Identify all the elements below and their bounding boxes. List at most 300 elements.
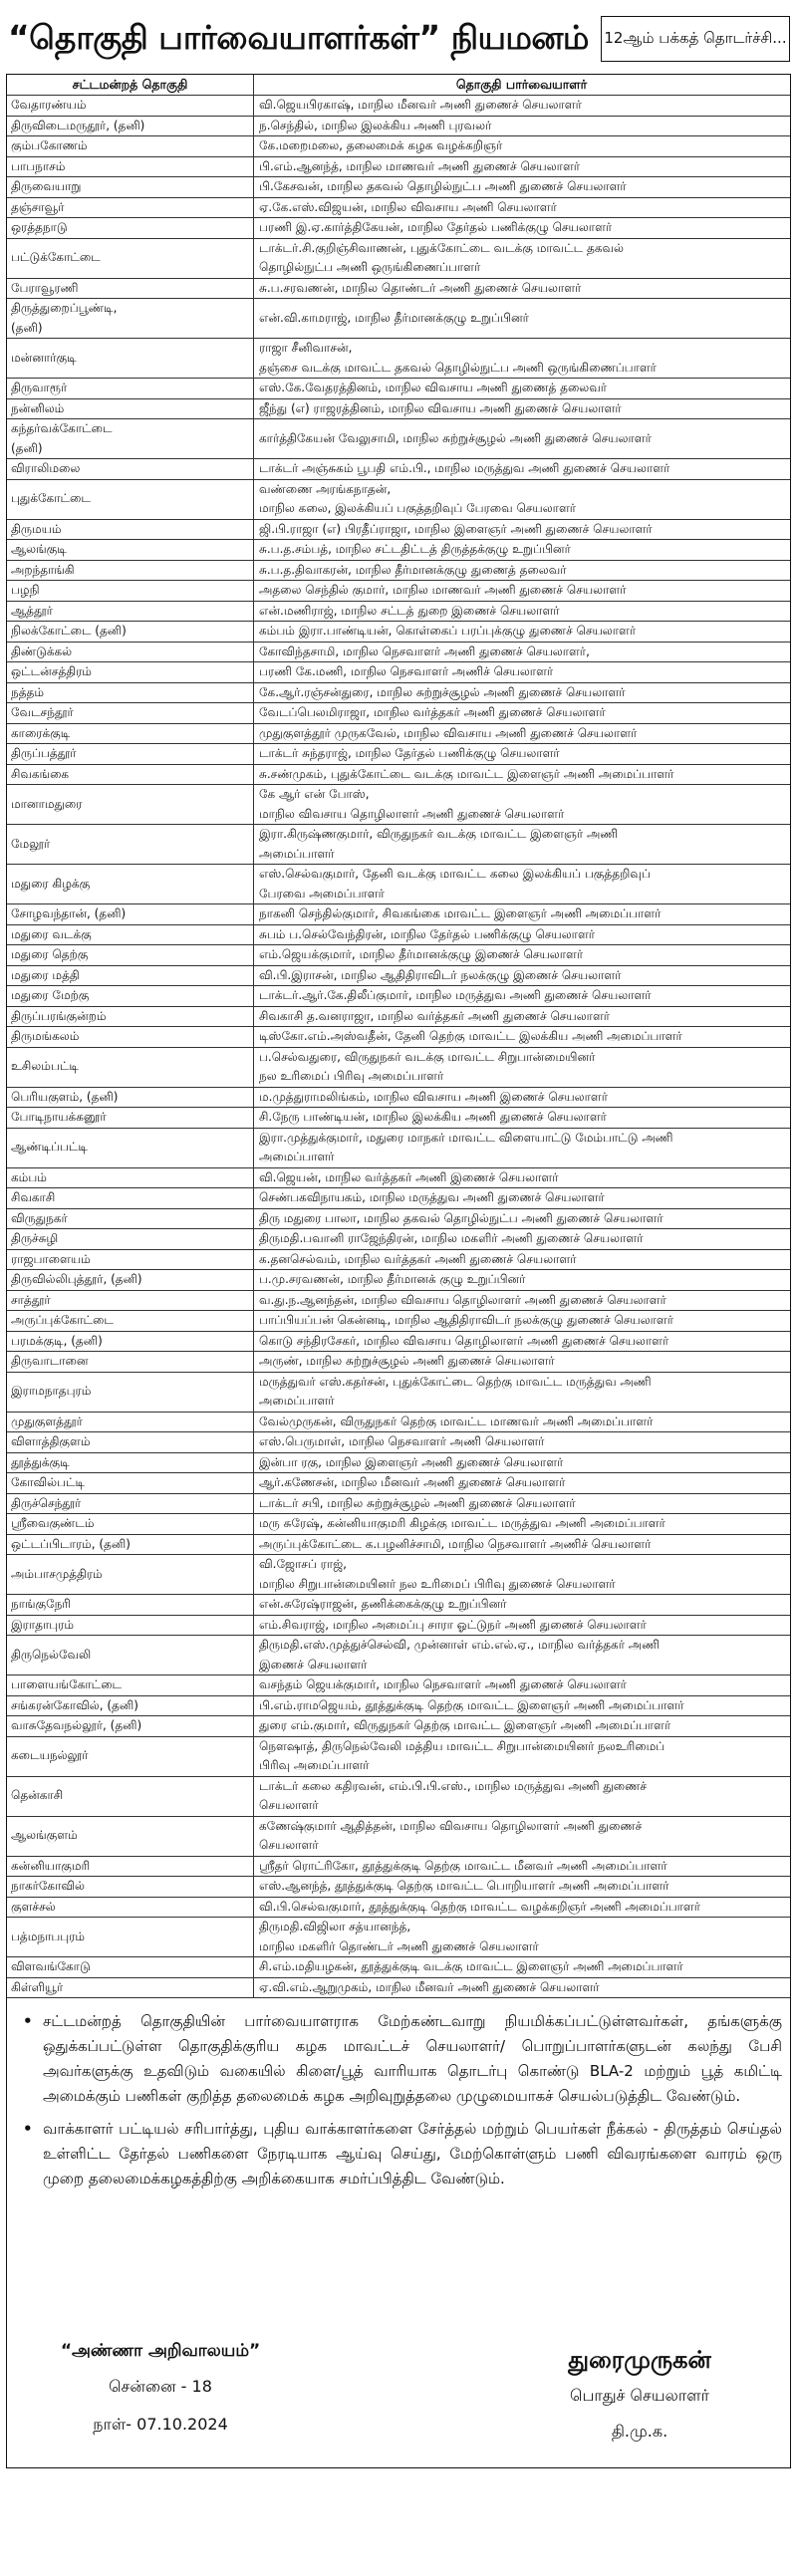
table-row xyxy=(7,1311,790,1332)
constituency-cell xyxy=(7,218,254,238)
party-name: தி.மு.க. xyxy=(611,2422,668,2441)
table-row xyxy=(7,419,790,459)
observer-cell xyxy=(254,1514,789,1534)
observer-cell xyxy=(254,1737,789,1776)
constituency-name: திருமங்கலம் xyxy=(11,1029,80,1043)
table-row xyxy=(7,865,790,904)
observer-cell xyxy=(254,1918,789,1956)
constituency-cell xyxy=(7,703,254,723)
constituency-cell xyxy=(7,744,254,764)
constituency-cell xyxy=(7,581,254,601)
constituency-cell xyxy=(7,724,254,744)
constituency-name: மதுரை தெற்கு xyxy=(11,947,89,961)
observer-cell xyxy=(254,1270,789,1290)
constituency-cell xyxy=(7,1857,254,1877)
observer-cell xyxy=(254,339,789,378)
office-name: “அண்ணா அறிவாலயம்” xyxy=(60,2341,261,2361)
constituency-name: திருவாடானை xyxy=(11,1354,89,1368)
observer-details: சிவகாசி த.வனராஜா, மாநில வர்த்தகர் அணி துணைச் செயலாளர் xyxy=(259,1008,611,1023)
observer-details: என்.சுரேஷ்ராஜன், தணிக்கைக்குழு உறுப்பினர் xyxy=(259,1597,507,1611)
observer-details: அதலை செந்தில் குமார், மாநில மாணவர் அணி துணைச் செயலாளர் xyxy=(259,583,627,597)
observer-details: கே.மறைமலை, தலைமைக் கழக வழக்கறிஞர் xyxy=(259,138,503,152)
observer-details: நாகனி செந்தில்குமார், சிவகங்கை மாவட்ட இளைஞர் அணி அமைப்பாளர் xyxy=(259,906,662,920)
table-row xyxy=(7,198,790,219)
table-row xyxy=(7,1957,790,1978)
table-row xyxy=(7,1229,790,1250)
observer-cell xyxy=(254,785,789,824)
observer-cell xyxy=(254,1857,789,1877)
page-title: “தொகுதி பார்வையாளர்கள்” நியமனம் xyxy=(8,18,589,57)
observer-details: என்.மணிராஜ், மாநில சட்டத் துறை இணைச் செயலாளர் xyxy=(259,603,560,618)
constituency-name: பேராவூரணி xyxy=(11,280,79,295)
constituency-name: ஆலங்குடி xyxy=(11,542,67,556)
constituency-name: சாத்தூர் xyxy=(11,1292,51,1307)
constituency-cell xyxy=(7,1332,254,1352)
observer-details: கார்த்திகேயன் வேலுசாமி, மாநில சுற்றுச்சூழல் அணி துணைச் செயலாளர் xyxy=(259,430,652,445)
observer-cell xyxy=(254,157,789,177)
observer-cell xyxy=(254,117,789,136)
table-row xyxy=(7,1636,790,1675)
table-row xyxy=(7,1432,790,1453)
observer-details: ஆர்.கணேசன், மாநில மீனவர் அணி துணைச் செயலாளர் xyxy=(259,1475,566,1489)
table-row xyxy=(7,825,790,865)
constituency-name: பழநி xyxy=(11,583,40,597)
observer-details: ஏ.வி.எம்.ஆறுமுகம், மாநில மீனவர் அணி துணைச் செயலாளர் xyxy=(259,1979,600,1994)
observer-cell xyxy=(254,643,789,662)
observer-details: என்.வி.காமராஜ், மாநில தீர்மானக்குழு உறுப்பினர் xyxy=(259,310,529,325)
observer-cell xyxy=(254,945,789,965)
constituency-cell xyxy=(7,177,254,197)
constituency-name: விராலிமலை xyxy=(11,461,81,475)
constituency-cell xyxy=(7,1675,254,1695)
observer-details: ந.செந்தில், மாநில இலக்கிய அணி புரவலர் xyxy=(259,118,492,132)
table-row xyxy=(7,662,790,683)
constituency-name: ஒட்டப்பிடாரம், (தனி) xyxy=(11,1536,131,1551)
table-row xyxy=(7,1817,790,1857)
observer-details: திருமதி.விஜிலா சத்யானந்த், மாநில மகளிர் தொண்டர் அணி துணைச் செயலாளர் xyxy=(259,1920,539,1953)
observer-details: கொடு சந்திரசேகர், மாநில விவசாய தொழிலாளர் அணி துணைச் செயலாளர் xyxy=(259,1333,669,1348)
table-row xyxy=(7,925,790,946)
observer-cell xyxy=(254,480,789,519)
observer-details: சி.எம்.மதியழகன், தூத்துக்குடி வடக்கு மாவட்ட இளைஞர் அணி அமைப்பாளர் xyxy=(259,1959,683,1973)
footer-signature xyxy=(525,2342,754,2449)
observer-cell xyxy=(254,1535,789,1555)
observer-details: சுபம் ப.செல்வேந்திரன், மாநில தேர்தல் பணிக்குழு செயலாளர் xyxy=(259,926,596,941)
table-header-row xyxy=(7,75,790,96)
observer-details: செண்பகவிநாயகம், மாநில மருத்துவ அணி துணைச் செயலாளர் xyxy=(259,1190,605,1204)
constituency-name: திருவில்லிபுத்தூர், (தனி) xyxy=(11,1272,142,1286)
footer-address xyxy=(31,2334,290,2444)
observer-cell xyxy=(254,1616,789,1636)
table-row xyxy=(7,520,790,541)
observer-cell xyxy=(254,1957,789,1977)
constituency-cell xyxy=(7,419,254,458)
constituency-name: திருவாரூர் xyxy=(11,381,68,394)
constituency-cell xyxy=(7,117,254,136)
table-row xyxy=(7,379,790,399)
signatory-name: துரைமுருகன் xyxy=(568,2346,711,2374)
constituency-name: புதுக்கோட்டை xyxy=(11,491,91,506)
constituency-name: திருப்பரங்குன்றம் xyxy=(11,1008,107,1023)
constituency-name: மதுரை கிழக்கு xyxy=(11,876,91,891)
constituency-name: பட்டுக்கோட்டை xyxy=(11,250,101,265)
constituency-cell xyxy=(7,1737,254,1776)
table-row xyxy=(7,1716,790,1737)
observer-cell xyxy=(254,986,789,1006)
constituency-name: திருநெல்வேலி xyxy=(11,1647,92,1662)
table-row xyxy=(7,1877,790,1898)
constituency-cell xyxy=(7,459,254,479)
constituency-name: திருச்செந்தூர் xyxy=(11,1495,82,1510)
table-row xyxy=(7,1088,790,1109)
observer-details: ஏ.கே.எஸ்.விஜயன், மாநில விவசாய அணி செயலாளர் xyxy=(259,199,557,214)
table-row xyxy=(7,1007,790,1028)
header-cell-constituency xyxy=(7,75,254,95)
observer-details: பி.எம்.ஆனந்த், மாநில மாணவர் அணி துணைச் செயலாளர் xyxy=(259,158,581,173)
table-row xyxy=(7,1168,790,1189)
constituency-name: மதுரை மேற்கு xyxy=(11,988,90,1002)
table-row xyxy=(7,239,790,279)
continuation-box: 12ஆம் பக்கத் தொடர்ச்சி... xyxy=(601,16,790,62)
constituency-cell xyxy=(7,1413,254,1432)
constituency-cell xyxy=(7,1373,254,1412)
constituency-name: ஒரத்தநாடு xyxy=(11,220,68,234)
observer-cell xyxy=(254,1675,789,1695)
observer-details: பி.எம்.ராமஜெயம், தூத்துக்குடி தெற்கு மாவட்ட இளைஞர் அணி அமைப்பாளர் xyxy=(259,1697,684,1712)
observer-details: டாக்டர் சபி, மாநில சுற்றுச்சூழல் அணி துணைச் செயலாளர் xyxy=(259,1495,576,1510)
constituency-cell xyxy=(7,1209,254,1229)
observer-details: துரை எம்.குமார், விருதுநகர் தெற்கு மாவட்ட இளைஞர் அணி அமைப்பாளர் xyxy=(259,1718,671,1732)
constituency-name: சங்கரன்கோவில், (தனி) xyxy=(11,1697,138,1712)
observer-cell xyxy=(254,1108,789,1128)
table-row xyxy=(7,1453,790,1474)
observer-details: ஜீந்து (எ) ராஜரத்தினம், மாநில விவசாய அணி துணைச் செயலாளர் xyxy=(259,400,622,415)
constituency-cell xyxy=(7,966,254,986)
instructions xyxy=(15,2009,782,2199)
constituency-cell xyxy=(7,1473,254,1493)
table-row xyxy=(7,1209,790,1230)
title-bar xyxy=(8,6,790,70)
constituency-cell xyxy=(7,1817,254,1856)
constituency-cell xyxy=(7,1696,254,1716)
constituency-name: ஆலங்குளம் xyxy=(11,1828,78,1843)
table-row xyxy=(7,744,790,765)
observer-cell xyxy=(254,1129,789,1167)
observer-cell xyxy=(254,1088,789,1108)
observer-cell xyxy=(254,765,789,785)
observer-details: டாக்டர்.சி.குறிஞ்சிவாணன், புதுக்கோட்டை வடக்கு மாவட்ட தகவல் தொழில்நுட்ப அணி ஒருங்கிணைப்பாளர் xyxy=(259,240,624,274)
table-row xyxy=(7,986,790,1007)
table-row xyxy=(7,1373,790,1413)
observer-details: கோவிந்தசாமி, மாநில நெசவாளர் அணி துணைச் செயலாளர், xyxy=(259,644,590,658)
observer-cell xyxy=(254,419,789,458)
observer-cell xyxy=(254,1027,789,1047)
observer-details: சு.ப.த.திவாகரன், மாநில தீர்மானக்குழு துணைத் தலைவர் xyxy=(259,562,567,577)
constituency-cell xyxy=(7,904,254,924)
observer-cell xyxy=(254,1007,789,1027)
constituency-name: சோழவந்தான், (தனி) xyxy=(11,906,127,920)
constituency-cell xyxy=(7,1432,254,1452)
table-row xyxy=(7,1696,790,1717)
observer-cell xyxy=(254,581,789,601)
constituency-cell xyxy=(7,1716,254,1736)
observer-details: நௌஷாத், திருநெல்வேலி மத்திய மாவட்ட சிறுபான்மையினர் நலஉரிமைப் பிரிவு அமைப்பாளர் xyxy=(259,1738,665,1772)
table-row xyxy=(7,765,790,786)
constituency-name: மேலூர் xyxy=(11,836,51,851)
constituency-cell xyxy=(7,1898,254,1918)
constituency-name: மானாமதுரை xyxy=(11,796,83,811)
constituency-name: அறந்தாங்கி xyxy=(11,562,75,577)
constituency-name: ஆத்தூர் xyxy=(11,603,53,618)
observer-cell xyxy=(254,1595,789,1615)
constituency-name: கிள்ளியூர் xyxy=(11,1979,64,1994)
constituency-cell xyxy=(7,602,254,622)
observer-details: முதுகுளத்தூர் முருகவேல், மாநில விவசாய அணி துணைச் செயலாளர் xyxy=(259,725,638,740)
observer-cell xyxy=(254,1168,789,1188)
observer-details: சு.ப.த.சம்பத், மாநில சட்டதிட்டத் திருத்தக்குழு உறுப்பினர் xyxy=(259,542,571,556)
observer-details: சி.நேரு பாண்டியன், மாநில இலக்கிய அணி துணைச் செயலாளர் xyxy=(259,1110,607,1124)
observer-details: வேடப்பெலமிராஜா, மாநில வர்த்தகர் அணி துணைச் செயலாளர் xyxy=(259,705,606,719)
constituency-name: இராதாபுரம் xyxy=(11,1617,75,1632)
table-row xyxy=(7,96,790,117)
observer-cell xyxy=(254,966,789,986)
observer-details: டாக்டர் கலை கதிரவன், எம்.பி.பி.எஸ்., மாநில மருத்துவ அணி துணைச் செயலாளர் xyxy=(259,1778,648,1812)
observer-details: இரா.கிருஷ்ணகுமார், விருதுநகர் வடக்கு மாவட்ட இளைஞர் அணி அமைப்பாளர் xyxy=(259,827,619,861)
constituency-name: நிலக்கோட்டை (தனி) xyxy=(11,624,127,638)
table-row xyxy=(7,1595,790,1616)
observer-details: ஸ்ரீதர் ரொட்ரிகோ, தூத்துக்குடி தெற்கு மாவட்ட மீனவர் அணி அமைப்பாளர் xyxy=(259,1858,667,1873)
constituency-name: நன்னிலம் xyxy=(11,400,65,415)
constituency-cell xyxy=(7,945,254,965)
constituency-cell xyxy=(7,1250,254,1270)
table-row xyxy=(7,1473,790,1494)
observer-cell xyxy=(254,662,789,682)
constituency-cell xyxy=(7,1616,254,1636)
observer-details: வேல்முருகன், விருதுநகர் தெற்கு மாவட்ட மாணவர் அணி அமைப்பாளர் xyxy=(259,1414,654,1428)
observer-details: மருத்துவர் எஸ்.கதர்சன், புதுக்கோட்டை தெற்கு மாவட்ட மருத்துவ அணி அமைப்பாளர் xyxy=(259,1374,652,1408)
observer-details: பாப்பியப்பன் கென்னடி, மாநில ஆதிதிராவிடர் நலக்குழு துணைச் செயலாளர் xyxy=(259,1313,674,1327)
observer-cell xyxy=(254,1636,789,1674)
constituency-name: திண்டுக்கல் xyxy=(11,644,73,658)
observer-details: கணேஷ்குமார் ஆதித்தன், மாநில விவசாய தொழிலாளர் அணி துணைச் செயலாளர் xyxy=(259,1818,643,1852)
observer-details: ப.செல்வதுரை, விருதுநகர் வடக்கு மாவட்ட சிறுபான்மையினர் நல உரிமைப் பிரிவு அமைப்பாளர் xyxy=(259,1049,596,1083)
column-header-observer: தொகுதி பார்வையாளர் xyxy=(455,77,588,92)
observer-details: கே ஆர் என் போஸ், மாநில விவசாய தொழிலாளர் அணி துணைச் செயலாளர் xyxy=(259,787,565,821)
observer-details: வ.து.ந.ஆனந்தன், மாநில விவசாய தொழிலாளர் அணி துணைச் செயலாளர் xyxy=(259,1292,666,1307)
observer-cell xyxy=(254,177,789,197)
observer-cell xyxy=(254,904,789,924)
constituency-cell xyxy=(7,157,254,177)
observer-cell xyxy=(254,540,789,560)
constituency-cell xyxy=(7,1352,254,1372)
constituency-name: பரமக்குடி, (தனி) xyxy=(11,1333,103,1348)
constituency-cell xyxy=(7,379,254,398)
constituency-cell xyxy=(7,239,254,278)
constituency-name: அம்பாசமுத்திரம் xyxy=(11,1566,103,1581)
table-row xyxy=(7,339,790,379)
table-row xyxy=(7,480,790,520)
observer-cell xyxy=(254,279,789,299)
constituency-cell xyxy=(7,1978,254,1998)
observer-table xyxy=(7,75,790,1998)
constituency-name: ஆண்டிப்பட்டி xyxy=(11,1140,88,1155)
table-row xyxy=(7,1616,790,1637)
signatory-designation: பொதுச் செயலாளர் xyxy=(569,2386,709,2405)
constituency-name: இராமநாதபுரம் xyxy=(11,1384,92,1399)
table-row xyxy=(7,683,790,704)
observer-cell xyxy=(254,1494,789,1514)
table-row xyxy=(7,1898,790,1919)
table-row xyxy=(7,399,790,420)
table-row xyxy=(7,1555,790,1595)
table-row xyxy=(7,157,790,178)
constituency-cell xyxy=(7,1595,254,1615)
constituency-name: ராஜபாளையம் xyxy=(11,1251,91,1266)
constituency-name: கம்பம் xyxy=(11,1169,47,1184)
constituency-name: நாகர்கோவில் xyxy=(11,1879,85,1893)
instruction-note: • வாக்காளர் பட்டியல் சரிபார்த்து, புதிய வாக்காளர்களை சேர்த்தல் மற்றும் பெயர்கள் நீக்கல் - திருத்தம் செய்தல் உள்ளிட்ட தேர்தல் பணிகளை நேரடியாக ஆய்வு செய்து, மேற்கொள்ளும் பணி விவரங்களை வாரம் ஒரு முறை தலைமைக்கழகத்திற்கு அறிக்கையாக சமர்ப்பித்திட வேண்டும். xyxy=(15,2117,782,2191)
observer-cell xyxy=(254,925,789,945)
observer-details: சு.சண்முகம், புதுக்கோட்டை வடக்கு மாவட்ட இளைஞர் அணி அமைப்பாளர் xyxy=(259,766,674,781)
constituency-name: திருவையாறு xyxy=(11,179,82,193)
constituency-name: பாளையங்கோட்டை xyxy=(11,1677,123,1691)
observer-details: கே.ஆர்.ரஞ்சன்துரை, மாநில சுற்றுச்சூழல் அணி துணைச் செயலாளர் xyxy=(259,684,626,699)
constituency-cell xyxy=(7,1027,254,1047)
constituency-cell xyxy=(7,1129,254,1167)
table-row xyxy=(7,279,790,300)
observer-cell xyxy=(254,1777,789,1816)
table-row xyxy=(7,724,790,745)
constituency-cell xyxy=(7,1957,254,1977)
constituency-name: மன்னார்குடி xyxy=(11,350,77,365)
table-row xyxy=(7,1352,790,1373)
observer-details: ப.மு.சரவணன், மாநில தீர்மானக் குழு உறுப்பினர் xyxy=(259,1272,526,1286)
constituency-name: கடையநல்லூர் xyxy=(11,1748,89,1763)
table-row xyxy=(7,218,790,239)
constituency-cell xyxy=(7,1877,254,1897)
constituency-name: அருப்புக்கோட்டை xyxy=(11,1313,114,1327)
observer-cell xyxy=(254,683,789,703)
table-row xyxy=(7,643,790,663)
observer-cell xyxy=(254,1817,789,1856)
constituency-cell xyxy=(7,825,254,864)
observer-cell xyxy=(254,520,789,540)
table-row xyxy=(7,1777,790,1817)
observer-details: டாக்டர்.ஆர்.கே.திலீப்குமார், மாநில மருத்துவ அணி துணைச் செயலாளர் xyxy=(259,988,652,1002)
observer-details: வி.பி.இராசன், மாநில ஆதிதிராவிடர் நலக்குழு இணைச் செயலாளர் xyxy=(259,967,622,982)
observer-cell xyxy=(254,622,789,642)
constituency-name: திருப்பத்தூர் xyxy=(11,746,77,760)
observer-cell xyxy=(254,379,789,398)
constituency-name: சிவகாசி xyxy=(11,1190,56,1204)
constituency-name: கோவில்பட்டி xyxy=(11,1475,86,1489)
constituency-cell xyxy=(7,480,254,519)
observer-details: க.தனசெல்வம், மாநில வர்த்தகர் அணி துணைச் செயலாளர் xyxy=(259,1251,577,1266)
observer-cell xyxy=(254,1696,789,1716)
constituency-cell xyxy=(7,1048,254,1087)
constituency-name: திருச்சுழி xyxy=(11,1231,59,1245)
constituency-cell xyxy=(7,865,254,903)
constituency-name: மதுரை வடக்கு xyxy=(11,926,92,941)
constituency-name: விருதுநகர் xyxy=(11,1210,68,1225)
constituency-cell xyxy=(7,1535,254,1555)
constituency-cell xyxy=(7,1494,254,1514)
observer-cell xyxy=(254,602,789,622)
constituency-name: விளவங்கோடு xyxy=(11,1959,91,1973)
observer-cell xyxy=(254,561,789,581)
observer-details: திருமதி.பவானி ராஜேந்திரன், மாநில மகளிர் அணி துணைச் செயலாளர் xyxy=(259,1231,644,1245)
header-cell-observer xyxy=(254,75,789,95)
constituency-name: திருமயம் xyxy=(11,521,62,536)
observer-details: எஸ்.செல்வகுமார், தேனி வடக்கு மாவட்ட கலை இலக்கியப் பகுத்தறிவுப் பேரவை அமைப்பாளர் xyxy=(259,867,651,901)
constituency-name: கன்னியாகுமரி xyxy=(11,1858,91,1873)
observer-details: ம.முத்துராமலிங்கம், மாநில விவசாய அணி இணைச் செயலாளர் xyxy=(259,1089,608,1104)
table-row xyxy=(7,1535,790,1556)
observer-cell xyxy=(254,299,789,338)
observer-details: எஸ்.கே.வேதரத்தினம், மாநில விவசாய அணி துணைத் தலைவர் xyxy=(259,381,608,394)
constituency-name: உசிலம்பட்டி xyxy=(11,1059,79,1074)
table-row xyxy=(7,622,790,643)
observer-cell xyxy=(254,1311,789,1331)
constituency-name: வேடசந்தூர் xyxy=(11,705,74,719)
table-row xyxy=(7,1188,790,1209)
constituency-name: வேதாரண்யம் xyxy=(11,98,87,112)
table-row xyxy=(7,117,790,137)
observer-cell xyxy=(254,198,789,218)
column-header-constituency: சட்டமன்றத் தொகுதி xyxy=(72,77,188,92)
constituency-cell xyxy=(7,299,254,338)
observer-details: டிஸ்கோ.எம்.அஸ்வதீன், தேனி தெற்கு மாவட்ட இலக்கிய அணி அமைப்பாளர் xyxy=(259,1029,682,1043)
observer-details: எம்.ஜெயக்குமார், மாநில தீர்மானக்குழு இணைச் செயலாளர் xyxy=(259,947,584,961)
observer-cell xyxy=(254,1413,789,1432)
observer-cell xyxy=(254,825,789,864)
constituency-name: விளாத்திகுளம் xyxy=(11,1434,91,1448)
table-row xyxy=(7,1129,790,1168)
observer-details: இன்பா ரகு, மாநில இளைஞர் அணி துணைச் செயலாளர் xyxy=(259,1454,564,1469)
observer-cell xyxy=(254,96,789,116)
constituency-name: வாசுதேவநல்லூர், (தனி) xyxy=(11,1718,142,1732)
constituency-name: ஒட்டன்சத்திரம் xyxy=(11,664,92,678)
table-row xyxy=(7,904,790,925)
observer-cell xyxy=(254,1473,789,1493)
table-row xyxy=(7,1978,790,1999)
constituency-cell xyxy=(7,925,254,945)
table-row xyxy=(7,1108,790,1129)
constituency-cell xyxy=(7,683,254,703)
constituency-name: மதுரை மத்தி xyxy=(11,967,80,982)
constituency-cell xyxy=(7,1168,254,1188)
observer-cell xyxy=(254,865,789,903)
constituency-name: நாங்குநேரி xyxy=(11,1597,71,1611)
observer-cell xyxy=(254,399,789,419)
constituency-cell xyxy=(7,1636,254,1674)
table-row xyxy=(7,1857,790,1878)
observer-details: இரா.முத்துக்குமார், மதுரை மாநகர் மாவட்ட விளையாட்டு மேம்பாட்டு அணி அமைப்பாளர் xyxy=(259,1130,673,1163)
constituency-name: கும்பகோணம் xyxy=(11,138,88,152)
observer-details: திரு மதுரை பாலா, மாநில தகவல் தொழில்நுட்ப அணி துணைச் செயலாளர் xyxy=(259,1210,664,1225)
constituency-cell xyxy=(7,1918,254,1956)
constituency-name: தென்காசி xyxy=(11,1788,64,1803)
constituency-cell xyxy=(7,1311,254,1331)
table-row xyxy=(7,1027,790,1048)
observer-details: வி.ஜோசப் ராஜ், மாநில சிறுபான்மையினர் நல உரிமைப் பிரிவு துணைச் செயலாளர் xyxy=(259,1557,616,1591)
constituency-cell xyxy=(7,986,254,1006)
observer-details: அருண், மாநில சுற்றுச்சூழல் அணி துணைச் செயலாளர் xyxy=(259,1354,555,1368)
constituency-cell xyxy=(7,96,254,116)
table-row xyxy=(7,581,790,602)
constituency-cell xyxy=(7,520,254,540)
constituency-cell xyxy=(7,198,254,218)
